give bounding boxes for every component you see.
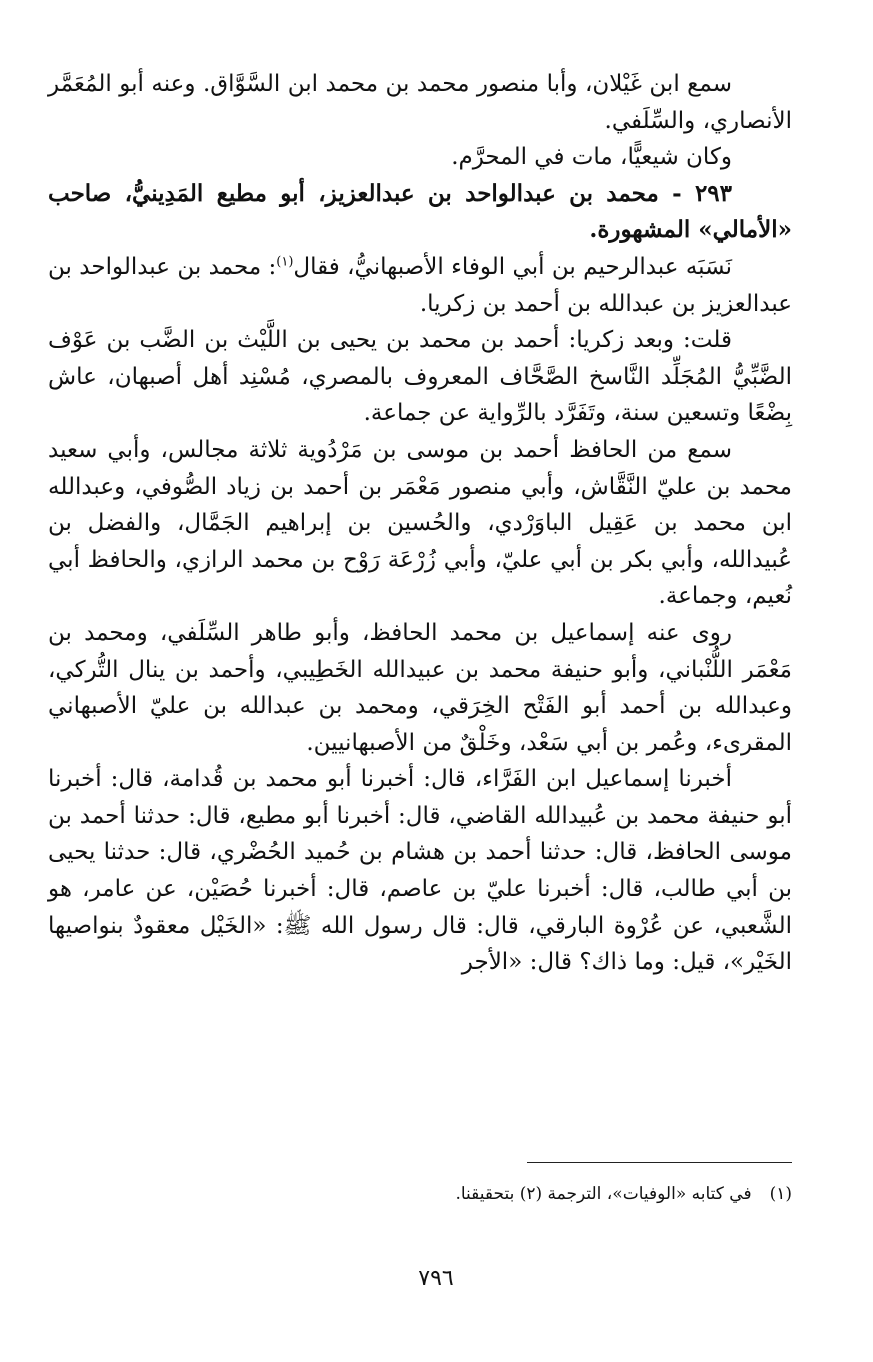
- footnote-ref: (١): [276, 254, 294, 270]
- paragraph-heard-from: سمع من الحافظ أحمد بن موسى بن مَرْدُوية ثلاثة مجالس، وأبي سعيد محمد بن عليّ النَّقَّاش، وأبي منصور مَعْمَر بن أحمد بن زياد الصُّوفي، وعبدالله ابن محمد بن عَقِيل الباوَرْدي، والحُسين بن إبراهيم الجَمَّال، والفضل بن عُبيدالله، وأبي بكر بن أبي عليّ، وأبي زُرْعَة رَوْح بن محمد الرازي، والحافظ أبي نُعيم، وجماعة.: [48, 436, 792, 610]
- paragraph-death: وكان شيعيًّا، مات في المحرَّم.: [451, 144, 732, 171]
- lineage-text-start: نَسَبَه عبدالرحيم بن أبي الوفاء الأصبهانيُّ، فقال: [293, 253, 733, 280]
- lineage-text-end: : محمد بن عبدالواحد بن عبدالعزيز بن عبدالله بن أحمد بن زكريا.: [48, 253, 792, 317]
- main-text: [48, 66, 792, 981]
- paragraph-narrator: قلت: وبعد زكريا: أحمد بن محمد بن يحيى بن اللَّيْث بن الضَّب بن عَوْف الضَّبِّيُّ المُجَلِّد النَّاسخ الصَّحَّاف المعروف بالمصري، مُسْنِد أهل أصبهان، عاش بِضْعًا وتسعين سنة، وتَفَرَّد بالرِّواية عن جماعة.: [48, 327, 792, 427]
- footnote-text: في كتابه «الوفيات»، الترجمة (٢) بتحقيقنا.: [455, 1184, 752, 1204]
- paragraph-teachers: سمع ابن غَيْلان، وأبا منصور محمد بن محمد ابن السَّوَّاق. وعنه أبو المُعَمَّر الأنصاري، والسِّلَفي.: [48, 71, 792, 134]
- footnote-number: (١): [769, 1184, 792, 1204]
- paragraph-lineage: [48, 249, 792, 322]
- entry-heading: ٢٩٣ - محمد بن عبدالواحد بن عبدالعزيز، أبو مطيع المَدِينيُّ، صاحب «الأمالي» المشهورة.: [48, 179, 792, 244]
- footnote: [300, 1180, 792, 1208]
- paragraph-narrated-by: روى عنه إسماعيل بن محمد الحافظ، وأبو طاهر السِّلَفي، ومحمد بن مَعْمَر اللُّنْباني، وأبو حنيفة محمد بن عبيدالله الخَطِيبي، وأحمد بن ينال التُّركي، وعبدالله بن أحمد أبو الفَتْح الخِرَقي، ومحمد بن عبدالله بن عليّ الأصبهاني المقرىء، وعُمر بن أبي سَعْد، وخَلْقٌ من الأصبهانيين.: [48, 619, 792, 756]
- paragraph-hadith: أخبرنا إسماعيل ابن الفَرَّاء، قال: أخبرنا أبو محمد بن قُدامة، قال: أخبرنا أبو حنيفة محمد بن عُبيدالله القاضي، قال: أخبرنا أبو مطيع، قال: حدثنا أحمد بن موسى الحافظ، قال: حدثنا أحمد بن هشام بن حُميد الحُضْري، قال: حدثنا يحيى بن أبي طالب، قال: أخبرنا عليّ بن عاصم، قال: أخبرنا حُصَيْن، عن عامر، هو الشَّعبي، عن عُرْوة البارقي، قال: قال رسول الله ﷺ: «الخَيْل معقودٌ بنواصيها الخَيْر»، قيل: وما ذاك؟ قال: «الأجر: [48, 766, 792, 976]
- page-number: ٧٩٦: [418, 1266, 454, 1291]
- footnote-separator: [527, 1162, 792, 1163]
